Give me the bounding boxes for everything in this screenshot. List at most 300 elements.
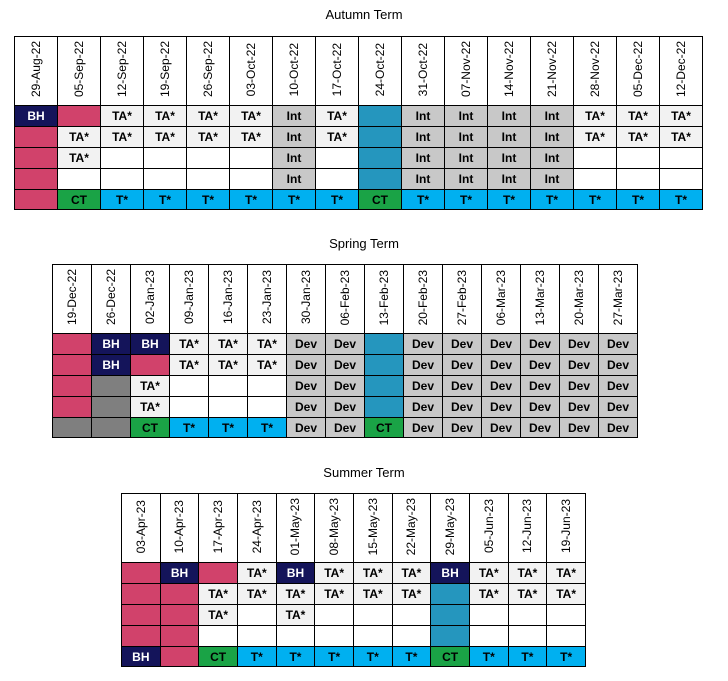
schedule-cell: Int bbox=[273, 127, 316, 148]
week-date-label: 16-Jan-23 bbox=[221, 270, 235, 325]
schedule-row bbox=[15, 106, 703, 127]
schedule-cell bbox=[316, 148, 359, 169]
schedule-cell bbox=[53, 334, 92, 355]
week-header bbox=[58, 37, 101, 106]
schedule-cell: Dev bbox=[326, 334, 365, 355]
schedule-cell: T* bbox=[276, 647, 315, 667]
week-date-label: 03-Oct-22 bbox=[244, 42, 258, 97]
schedule-cell: T* bbox=[316, 190, 359, 210]
week-date-label: 12-Dec-22 bbox=[674, 41, 688, 98]
schedule-cell bbox=[122, 626, 161, 647]
schedule-cell bbox=[431, 605, 470, 626]
schedule-cell: BH bbox=[92, 334, 131, 355]
week-header bbox=[237, 494, 276, 563]
schedule-cell: Dev bbox=[404, 334, 443, 355]
schedule-cell: Dev bbox=[287, 376, 326, 397]
week-header bbox=[199, 494, 238, 563]
week-date-label: 15-May-23 bbox=[365, 497, 380, 556]
schedule-cell bbox=[170, 397, 209, 418]
week-date-label: 31-Oct-22 bbox=[416, 42, 430, 97]
schedule-cell: BH bbox=[431, 563, 470, 584]
week-date-label: 06-Feb-23 bbox=[338, 269, 352, 326]
week-date-label: 22-May-23 bbox=[404, 497, 419, 556]
schedule-cell: Dev bbox=[521, 376, 560, 397]
week-date-label: 28-Nov-22 bbox=[588, 41, 602, 98]
week-date-label: 05-Dec-22 bbox=[631, 41, 645, 98]
schedule-cell bbox=[58, 106, 101, 127]
schedule-cell bbox=[209, 376, 248, 397]
week-header bbox=[443, 265, 482, 334]
schedule-cell bbox=[15, 127, 58, 148]
schedule-cell bbox=[237, 626, 276, 647]
schedule-cell bbox=[359, 106, 402, 127]
schedule-cell: TA* bbox=[144, 106, 187, 127]
week-date-label: 27-Mar-23 bbox=[611, 269, 625, 326]
schedule-cell bbox=[365, 355, 404, 376]
schedule-cell: Int bbox=[531, 148, 574, 169]
schedule-cell: Int bbox=[402, 148, 445, 169]
schedule-cell bbox=[617, 169, 660, 190]
schedule-cell: T* bbox=[469, 647, 508, 667]
schedule-cell bbox=[53, 418, 92, 438]
schedule-cell: T* bbox=[402, 190, 445, 210]
schedule-row bbox=[53, 355, 638, 376]
schedule-cell bbox=[131, 355, 170, 376]
week-header bbox=[122, 494, 161, 563]
week-header bbox=[359, 37, 402, 106]
schedule-cell: Int bbox=[445, 106, 488, 127]
schedule-cell: Dev bbox=[443, 355, 482, 376]
schedule-cell: BH bbox=[160, 563, 199, 584]
week-date-label: 17-Apr-23 bbox=[211, 499, 226, 554]
schedule-cell bbox=[92, 376, 131, 397]
schedule-cell bbox=[660, 169, 703, 190]
schedule-cell bbox=[359, 127, 402, 148]
schedule-cell: TA* bbox=[469, 584, 508, 605]
schedule-cell bbox=[237, 605, 276, 626]
week-header bbox=[187, 37, 230, 106]
schedule-cell: TA* bbox=[316, 127, 359, 148]
schedule-cell: Int bbox=[488, 127, 531, 148]
week-header bbox=[273, 37, 316, 106]
week-header bbox=[482, 265, 521, 334]
schedule-cell bbox=[316, 169, 359, 190]
schedule-cell: TA* bbox=[315, 584, 354, 605]
week-header bbox=[404, 265, 443, 334]
week-date-label: 27-Feb-23 bbox=[455, 269, 469, 326]
schedule-cell: Dev bbox=[482, 334, 521, 355]
week-date-label: 19-Dec-22 bbox=[65, 269, 79, 326]
schedule-cell: T* bbox=[508, 647, 547, 667]
schedule-cell bbox=[359, 169, 402, 190]
schedule-cell: Int bbox=[445, 148, 488, 169]
week-header bbox=[599, 265, 638, 334]
schedule-cell bbox=[660, 148, 703, 169]
schedule-cell: TA* bbox=[131, 376, 170, 397]
schedule-cell: T* bbox=[531, 190, 574, 210]
schedule-cell: TA* bbox=[316, 106, 359, 127]
schedule-cell: Int bbox=[402, 106, 445, 127]
schedule-row bbox=[53, 397, 638, 418]
week-header bbox=[92, 265, 131, 334]
schedule-cell: TA* bbox=[617, 127, 660, 148]
schedule-cell: Dev bbox=[521, 418, 560, 438]
week-header bbox=[431, 494, 470, 563]
schedule-cell: Int bbox=[402, 169, 445, 190]
week-header bbox=[160, 494, 199, 563]
schedule-cell bbox=[547, 605, 586, 626]
schedule-cell: TA* bbox=[392, 563, 431, 584]
week-header bbox=[101, 37, 144, 106]
week-header bbox=[574, 37, 617, 106]
schedule-cell: CT bbox=[431, 647, 470, 667]
schedule-cell bbox=[392, 626, 431, 647]
schedule-cell: Dev bbox=[443, 397, 482, 418]
schedule-cell: Dev bbox=[404, 397, 443, 418]
week-header bbox=[521, 265, 560, 334]
schedule-cell: T* bbox=[248, 418, 287, 438]
schedule-cell bbox=[431, 584, 470, 605]
schedule-cell bbox=[547, 626, 586, 647]
schedule-cell: TA* bbox=[469, 563, 508, 584]
week-date-label: 26-Sep-22 bbox=[201, 41, 215, 98]
schedule-cell: TA* bbox=[353, 563, 392, 584]
week-header bbox=[353, 494, 392, 563]
week-date-label: 21-Nov-22 bbox=[545, 41, 559, 98]
schedule-cell: T* bbox=[315, 647, 354, 667]
schedule-row bbox=[15, 127, 703, 148]
schedule-cell: Dev bbox=[599, 418, 638, 438]
schedule-cell bbox=[160, 626, 199, 647]
schedule-cell bbox=[469, 626, 508, 647]
schedule-cell: Dev bbox=[443, 418, 482, 438]
autumn-term-table bbox=[14, 36, 703, 210]
schedule-cell bbox=[353, 626, 392, 647]
schedule-cell: Int bbox=[531, 169, 574, 190]
week-date-label: 03-Apr-23 bbox=[133, 499, 148, 554]
schedule-cell: Int bbox=[445, 169, 488, 190]
schedule-cell: BH bbox=[131, 334, 170, 355]
schedule-cell: TA* bbox=[353, 584, 392, 605]
summer-term-table bbox=[121, 493, 586, 667]
week-header bbox=[402, 37, 445, 106]
schedule-cell: TA* bbox=[237, 584, 276, 605]
week-date-label: 13-Feb-23 bbox=[377, 269, 391, 326]
schedule-cell: T* bbox=[101, 190, 144, 210]
schedule-cell: TA* bbox=[248, 334, 287, 355]
week-header bbox=[660, 37, 703, 106]
schedule-cell bbox=[199, 563, 238, 584]
week-date-label: 20-Feb-23 bbox=[416, 269, 430, 326]
schedule-cell: TA* bbox=[170, 334, 209, 355]
week-header bbox=[230, 37, 273, 106]
schedule-cell: Dev bbox=[521, 355, 560, 376]
schedule-cell bbox=[508, 626, 547, 647]
week-date-label: 23-Jan-23 bbox=[260, 270, 274, 325]
week-header bbox=[15, 37, 58, 106]
week-date-label: 20-Mar-23 bbox=[572, 269, 586, 326]
schedule-cell bbox=[508, 605, 547, 626]
schedule-cell bbox=[122, 584, 161, 605]
week-header bbox=[131, 265, 170, 334]
schedule-cell bbox=[187, 148, 230, 169]
week-date-label: 24-Apr-23 bbox=[249, 499, 264, 554]
schedule-cell: Dev bbox=[560, 376, 599, 397]
week-header bbox=[469, 494, 508, 563]
schedule-cell: BH bbox=[92, 355, 131, 376]
schedule-cell: T* bbox=[660, 190, 703, 210]
schedule-cell: CT bbox=[199, 647, 238, 667]
schedule-cell: Int bbox=[488, 106, 531, 127]
schedule-cell bbox=[92, 418, 131, 438]
schedule-cell: TA* bbox=[547, 563, 586, 584]
week-header bbox=[531, 37, 574, 106]
summer-term-title: Summer Term bbox=[323, 465, 405, 480]
schedule-cell: TA* bbox=[199, 584, 238, 605]
week-header bbox=[445, 37, 488, 106]
schedule-cell bbox=[365, 376, 404, 397]
schedule-row bbox=[122, 626, 586, 647]
schedule-cell: CT bbox=[365, 418, 404, 438]
schedule-cell: TA* bbox=[209, 334, 248, 355]
schedule-cell bbox=[365, 397, 404, 418]
schedule-cell: Dev bbox=[404, 355, 443, 376]
schedule-cell: CT bbox=[359, 190, 402, 210]
week-date-label: 12-Jun-23 bbox=[520, 499, 535, 554]
week-header bbox=[316, 37, 359, 106]
schedule-cell: Dev bbox=[482, 397, 521, 418]
schedule-cell bbox=[170, 376, 209, 397]
week-header bbox=[248, 265, 287, 334]
schedule-cell: T* bbox=[237, 647, 276, 667]
week-header bbox=[144, 37, 187, 106]
schedule-cell bbox=[160, 647, 199, 667]
schedule-cell bbox=[101, 148, 144, 169]
week-header bbox=[488, 37, 531, 106]
schedule-cell: Dev bbox=[404, 418, 443, 438]
week-header bbox=[209, 265, 248, 334]
schedule-cell: Dev bbox=[560, 334, 599, 355]
schedule-cell: T* bbox=[144, 190, 187, 210]
week-date-label: 13-Mar-23 bbox=[533, 269, 547, 326]
schedule-cell: TA* bbox=[248, 355, 287, 376]
week-header bbox=[392, 494, 431, 563]
week-header bbox=[315, 494, 354, 563]
schedule-cell bbox=[209, 397, 248, 418]
schedule-cell: Dev bbox=[560, 355, 599, 376]
schedule-cell: TA* bbox=[617, 106, 660, 127]
schedule-cell: Dev bbox=[326, 376, 365, 397]
schedule-cell bbox=[248, 397, 287, 418]
schedule-cell bbox=[469, 605, 508, 626]
week-date-label: 09-Jan-23 bbox=[182, 270, 196, 325]
week-header bbox=[53, 265, 92, 334]
schedule-cell: T* bbox=[547, 647, 586, 667]
schedule-cell: TA* bbox=[237, 563, 276, 584]
schedule-cell: T* bbox=[445, 190, 488, 210]
schedule-cell: T* bbox=[574, 190, 617, 210]
schedule-cell: Dev bbox=[287, 418, 326, 438]
schedule-cell bbox=[315, 626, 354, 647]
schedule-cell: TA* bbox=[131, 397, 170, 418]
schedule-cell: TA* bbox=[144, 127, 187, 148]
week-date-label: 02-Jan-23 bbox=[143, 270, 157, 325]
schedule-cell: Dev bbox=[326, 355, 365, 376]
schedule-cell bbox=[160, 605, 199, 626]
schedule-row bbox=[15, 148, 703, 169]
week-date-label: 12-Sep-22 bbox=[115, 41, 129, 98]
schedule-cell: TA* bbox=[209, 355, 248, 376]
schedule-cell: Dev bbox=[521, 334, 560, 355]
week-date-label: 05-Jun-23 bbox=[481, 499, 496, 554]
schedule-cell: Dev bbox=[599, 334, 638, 355]
week-date-label: 08-May-23 bbox=[327, 497, 342, 556]
schedule-row bbox=[53, 376, 638, 397]
spring-term-title: Spring Term bbox=[329, 236, 399, 251]
schedule-cell: Int bbox=[488, 148, 531, 169]
schedule-cell bbox=[187, 169, 230, 190]
schedule-cell: Int bbox=[531, 127, 574, 148]
schedule-cell: T* bbox=[273, 190, 316, 210]
schedule-cell: T* bbox=[617, 190, 660, 210]
schedule-cell: CT bbox=[131, 418, 170, 438]
schedule-row bbox=[122, 647, 586, 667]
week-date-label: 17-Oct-22 bbox=[330, 42, 344, 97]
week-date-label: 14-Nov-22 bbox=[502, 41, 516, 98]
schedule-cell bbox=[230, 169, 273, 190]
schedule-cell bbox=[199, 626, 238, 647]
schedule-cell: BH bbox=[15, 106, 58, 127]
schedule-cell bbox=[15, 190, 58, 210]
schedule-cell: TA* bbox=[170, 355, 209, 376]
schedule-cell: T* bbox=[353, 647, 392, 667]
schedule-cell: T* bbox=[392, 647, 431, 667]
schedule-cell: Int bbox=[531, 106, 574, 127]
week-date-label: 30-Jan-23 bbox=[299, 270, 313, 325]
schedule-cell: Int bbox=[273, 148, 316, 169]
schedule-row bbox=[122, 605, 586, 626]
schedule-cell: TA* bbox=[230, 106, 273, 127]
schedule-cell: Dev bbox=[443, 334, 482, 355]
schedule-cell: Int bbox=[445, 127, 488, 148]
week-date-label: 01-May-23 bbox=[288, 497, 303, 556]
schedule-cell: Dev bbox=[599, 376, 638, 397]
schedule-cell: Dev bbox=[443, 376, 482, 397]
schedule-cell bbox=[431, 626, 470, 647]
schedule-cell: Dev bbox=[287, 397, 326, 418]
schedule-cell: TA* bbox=[660, 127, 703, 148]
schedule-cell: Dev bbox=[521, 397, 560, 418]
week-date-label: 29-Aug-22 bbox=[29, 41, 43, 98]
week-date-label: 06-Mar-23 bbox=[494, 269, 508, 326]
schedule-cell bbox=[144, 148, 187, 169]
schedule-row bbox=[53, 334, 638, 355]
schedule-cell bbox=[53, 355, 92, 376]
schedule-row bbox=[15, 169, 703, 190]
schedule-cell: Dev bbox=[287, 334, 326, 355]
schedule-cell: TA* bbox=[315, 563, 354, 584]
week-date-label: 29-May-23 bbox=[443, 497, 458, 556]
schedule-cell: TA* bbox=[660, 106, 703, 127]
week-date-label: 10-Apr-23 bbox=[172, 499, 187, 554]
week-header bbox=[547, 494, 586, 563]
schedule-cell: Int bbox=[273, 169, 316, 190]
schedule-cell: T* bbox=[209, 418, 248, 438]
schedule-cell bbox=[315, 605, 354, 626]
week-header bbox=[617, 37, 660, 106]
schedule-cell: TA* bbox=[101, 106, 144, 127]
schedule-cell: TA* bbox=[101, 127, 144, 148]
schedule-cell: TA* bbox=[392, 584, 431, 605]
schedule-cell: T* bbox=[187, 190, 230, 210]
week-header bbox=[508, 494, 547, 563]
schedule-cell: TA* bbox=[508, 584, 547, 605]
schedule-cell bbox=[160, 584, 199, 605]
schedule-cell: T* bbox=[230, 190, 273, 210]
schedule-cell bbox=[58, 169, 101, 190]
week-header bbox=[276, 494, 315, 563]
schedule-cell: TA* bbox=[508, 563, 547, 584]
schedule-row bbox=[122, 584, 586, 605]
schedule-cell bbox=[101, 169, 144, 190]
schedule-cell: Dev bbox=[560, 397, 599, 418]
schedule-cell: TA* bbox=[58, 127, 101, 148]
schedule-cell: TA* bbox=[187, 106, 230, 127]
schedule-cell bbox=[353, 605, 392, 626]
week-header bbox=[560, 265, 599, 334]
schedule-cell bbox=[392, 605, 431, 626]
schedule-cell: TA* bbox=[276, 584, 315, 605]
schedule-cell bbox=[230, 148, 273, 169]
schedule-cell bbox=[365, 334, 404, 355]
autumn-term-title: Autumn Term bbox=[325, 7, 403, 22]
schedule-cell bbox=[15, 169, 58, 190]
week-date-label: 05-Sep-22 bbox=[72, 41, 86, 98]
schedule-cell: Int bbox=[273, 106, 316, 127]
schedule-cell bbox=[53, 397, 92, 418]
schedule-cell: BH bbox=[276, 563, 315, 584]
schedule-cell: Int bbox=[402, 127, 445, 148]
schedule-cell bbox=[574, 148, 617, 169]
schedule-cell: TA* bbox=[230, 127, 273, 148]
schedule-row bbox=[53, 418, 638, 438]
spring-term-table bbox=[52, 264, 638, 438]
schedule-cell bbox=[359, 148, 402, 169]
schedule-cell: BH bbox=[122, 647, 161, 667]
schedule-cell: T* bbox=[170, 418, 209, 438]
schedule-cell: Dev bbox=[326, 397, 365, 418]
schedule-cell bbox=[144, 169, 187, 190]
week-date-label: 19-Jun-23 bbox=[559, 499, 574, 554]
schedule-row bbox=[122, 563, 586, 584]
week-date-label: 19-Sep-22 bbox=[158, 41, 172, 98]
week-date-label: 24-Oct-22 bbox=[373, 42, 387, 97]
schedule-cell: T* bbox=[488, 190, 531, 210]
week-header bbox=[170, 265, 209, 334]
schedule-cell: TA* bbox=[276, 605, 315, 626]
schedule-row bbox=[15, 190, 703, 210]
schedule-cell bbox=[15, 148, 58, 169]
schedule-cell bbox=[574, 169, 617, 190]
schedule-cell: Dev bbox=[482, 376, 521, 397]
week-header bbox=[287, 265, 326, 334]
schedule-cell: TA* bbox=[574, 127, 617, 148]
week-date-label: 07-Nov-22 bbox=[459, 41, 473, 98]
schedule-cell: Dev bbox=[287, 355, 326, 376]
schedule-cell: TA* bbox=[574, 106, 617, 127]
schedule-cell: CT bbox=[58, 190, 101, 210]
schedule-cell: Dev bbox=[599, 355, 638, 376]
